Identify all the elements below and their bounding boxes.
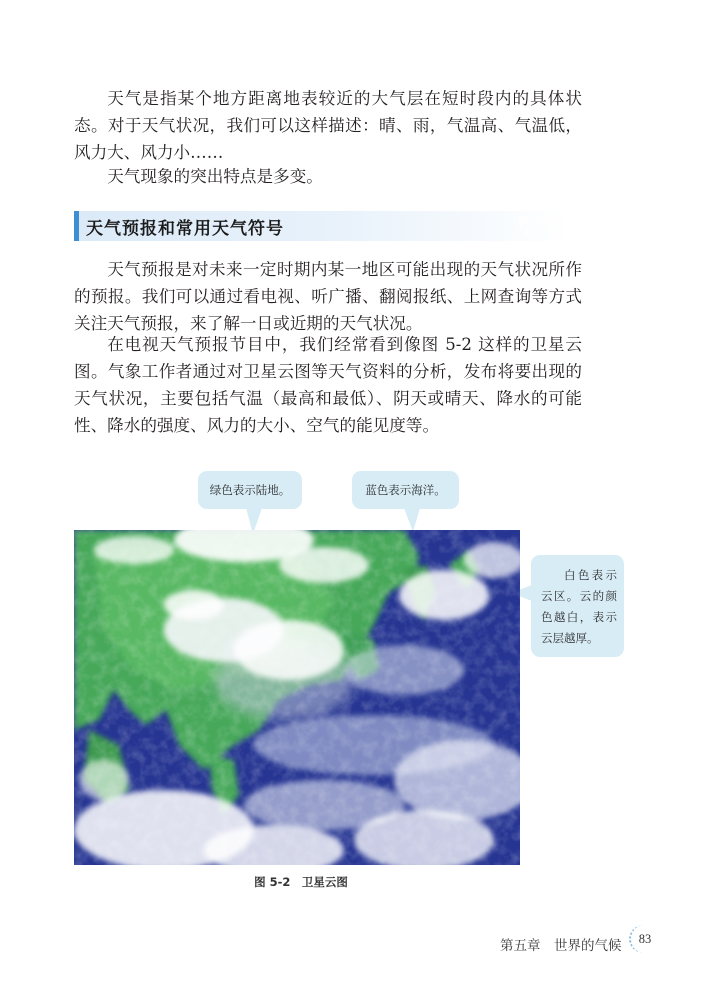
satellite-cloud-image <box>74 530 520 865</box>
callout-land <box>198 471 302 509</box>
paragraph-satellite-image: 在电视天气预报节目中，我们经常看到像图 5-2 这样的卫星云图。气象工作者通过对卫星云图等天气资料的分析，发布将要出现的天气状况，主要包括气温（最高和最低）、阴天或晴天、降水的可能性、降水的强度、风力的大小、空气的能见度等。 <box>74 335 582 435</box>
paragraph-weather-definition: 天气是指某个地方距离地表较近的大气层在短时段内的具体状态。对于天气状况，我们可以这样描述：晴、雨，气温高、气温低，风力大、风力小…… <box>74 89 582 162</box>
world-map-icon <box>514 213 570 243</box>
section-header <box>74 211 570 241</box>
callout-cloud-text: 白色表示云区。云的颜色越白，表示云层越厚。 <box>541 568 617 645</box>
footer-chapter-title: 第五章 世界的气候 <box>500 938 622 954</box>
section-title: 天气预报和常用天气符号 <box>86 219 284 239</box>
figure-caption: 图 5-2 卫星云图 <box>254 875 348 889</box>
callout-land-text: 绿色表示陆地。 <box>209 483 291 497</box>
page-number: 83 <box>629 925 659 953</box>
section-accent-bar <box>74 211 79 241</box>
callout-sea-text: 蓝色表示海洋。 <box>365 483 446 497</box>
paragraph-weather-variability: 天气现象的突出特点是多变。 <box>107 167 323 186</box>
callout-sea-pointer <box>404 508 420 532</box>
callout-cloud <box>531 555 624 657</box>
paragraph-forecast-definition: 天气预报是对未来一定时期内某一地区可能出现的天气状况所作的预报。我们可以通过看电视、听广播、翻阅报纸、上网查询等方式关注天气预报，来了解一日或近期的天气状况。 <box>74 260 582 333</box>
callout-sea <box>352 471 459 509</box>
